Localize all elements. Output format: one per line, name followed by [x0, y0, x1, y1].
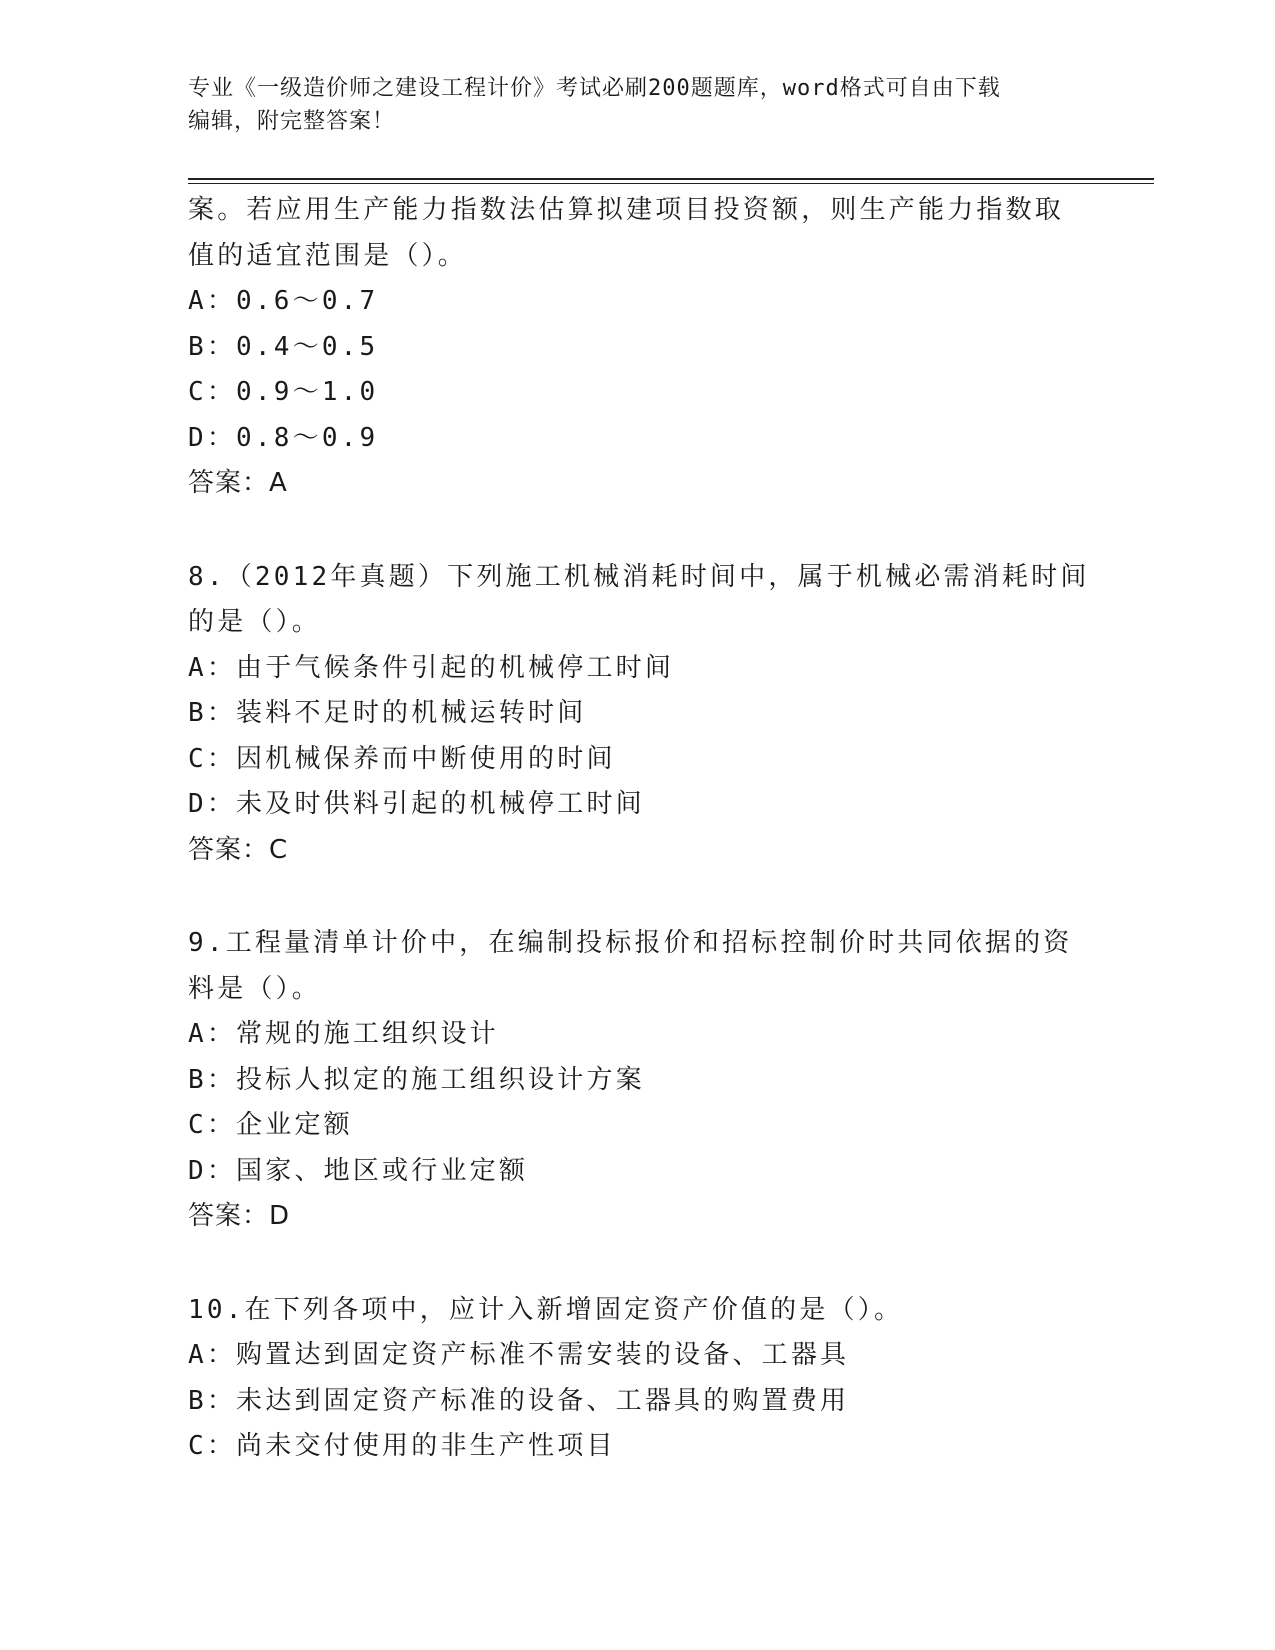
document-body	[188, 188, 1090, 1470]
question-7-option-c: C：0.9～1.0	[188, 377, 379, 407]
question-7-option-b: B：0.4～0.5	[188, 331, 379, 362]
question-8-answer: 答案：C	[188, 834, 289, 865]
question-8-option-b: B：装料不足时的机械运转时间	[188, 698, 587, 728]
question-8	[188, 555, 1090, 874]
question-8-option-c: C：因机械保养而中断使用的时间	[188, 743, 616, 774]
question-8-stem-line-2: 的是（）。	[188, 607, 322, 637]
question-9-stem-line-1: 9.工程量清单计价中，在编制投标报价和招标控制价时共同依据的资	[188, 928, 1073, 958]
question-10-option-a: A：购置达到固定资产标准不需安装的设备、工器具	[188, 1340, 850, 1370]
question-9-option-a: A：常规的施工组织设计	[188, 1019, 499, 1049]
question-9-option-c: C：企业定额	[188, 1110, 353, 1140]
question-7-continuation-line-2: 值的适宜范围是（）。	[188, 240, 468, 271]
document-header	[188, 72, 1068, 138]
question-9-option-b: B：投标人拟定的施工组织设计方案	[188, 1064, 645, 1095]
header-rule-thick	[188, 178, 1154, 180]
spacer	[188, 507, 1068, 555]
question-10-option-b: B：未达到固定资产标准的设备、工器具的购置费用	[188, 1385, 850, 1416]
question-9-stem-line-2: 料是（）。	[188, 973, 322, 1004]
question-10	[188, 1288, 1068, 1470]
question-10-stem-line-1: 10.在下列各项中，应计入新增固定资产价值的是（）。	[188, 1294, 904, 1325]
question-7-option-a: A：0.6～0.7	[188, 286, 379, 316]
spacer	[188, 1240, 1068, 1288]
question-7-continuation-line-1: 案。若应用生产能力指数法估算拟建项目投资额，则生产能力指数取	[188, 195, 1065, 225]
question-8-option-d: D：未及时供料引起的机械停工时间	[188, 789, 645, 819]
question-9-answer: 答案：D	[188, 1201, 291, 1231]
question-7-answer: 答案：A	[188, 468, 288, 498]
question-8-option-a: A：由于气候条件引起的机械停工时间	[188, 652, 675, 683]
header-line-2: 编辑，附完整答案！	[188, 109, 396, 134]
question-7	[188, 188, 1068, 507]
header-line-1: 专业《一级造价师之建设工程计价》考试必刷200题题库，word格式可自由下载	[188, 76, 1001, 101]
question-10-option-c: C：尚未交付使用的非生产性项目	[188, 1431, 616, 1461]
header-rule-thin	[188, 183, 1154, 184]
question-7-option-d: D：0.8～0.9	[188, 422, 379, 453]
question-9	[188, 921, 1073, 1240]
spacer	[188, 873, 1068, 921]
question-9-option-d: D：国家、地区或行业定额	[188, 1155, 529, 1186]
question-8-stem-line-1: 8.（2012年真题）下列施工机械消耗时间中，属于机械必需消耗时间	[188, 561, 1090, 592]
